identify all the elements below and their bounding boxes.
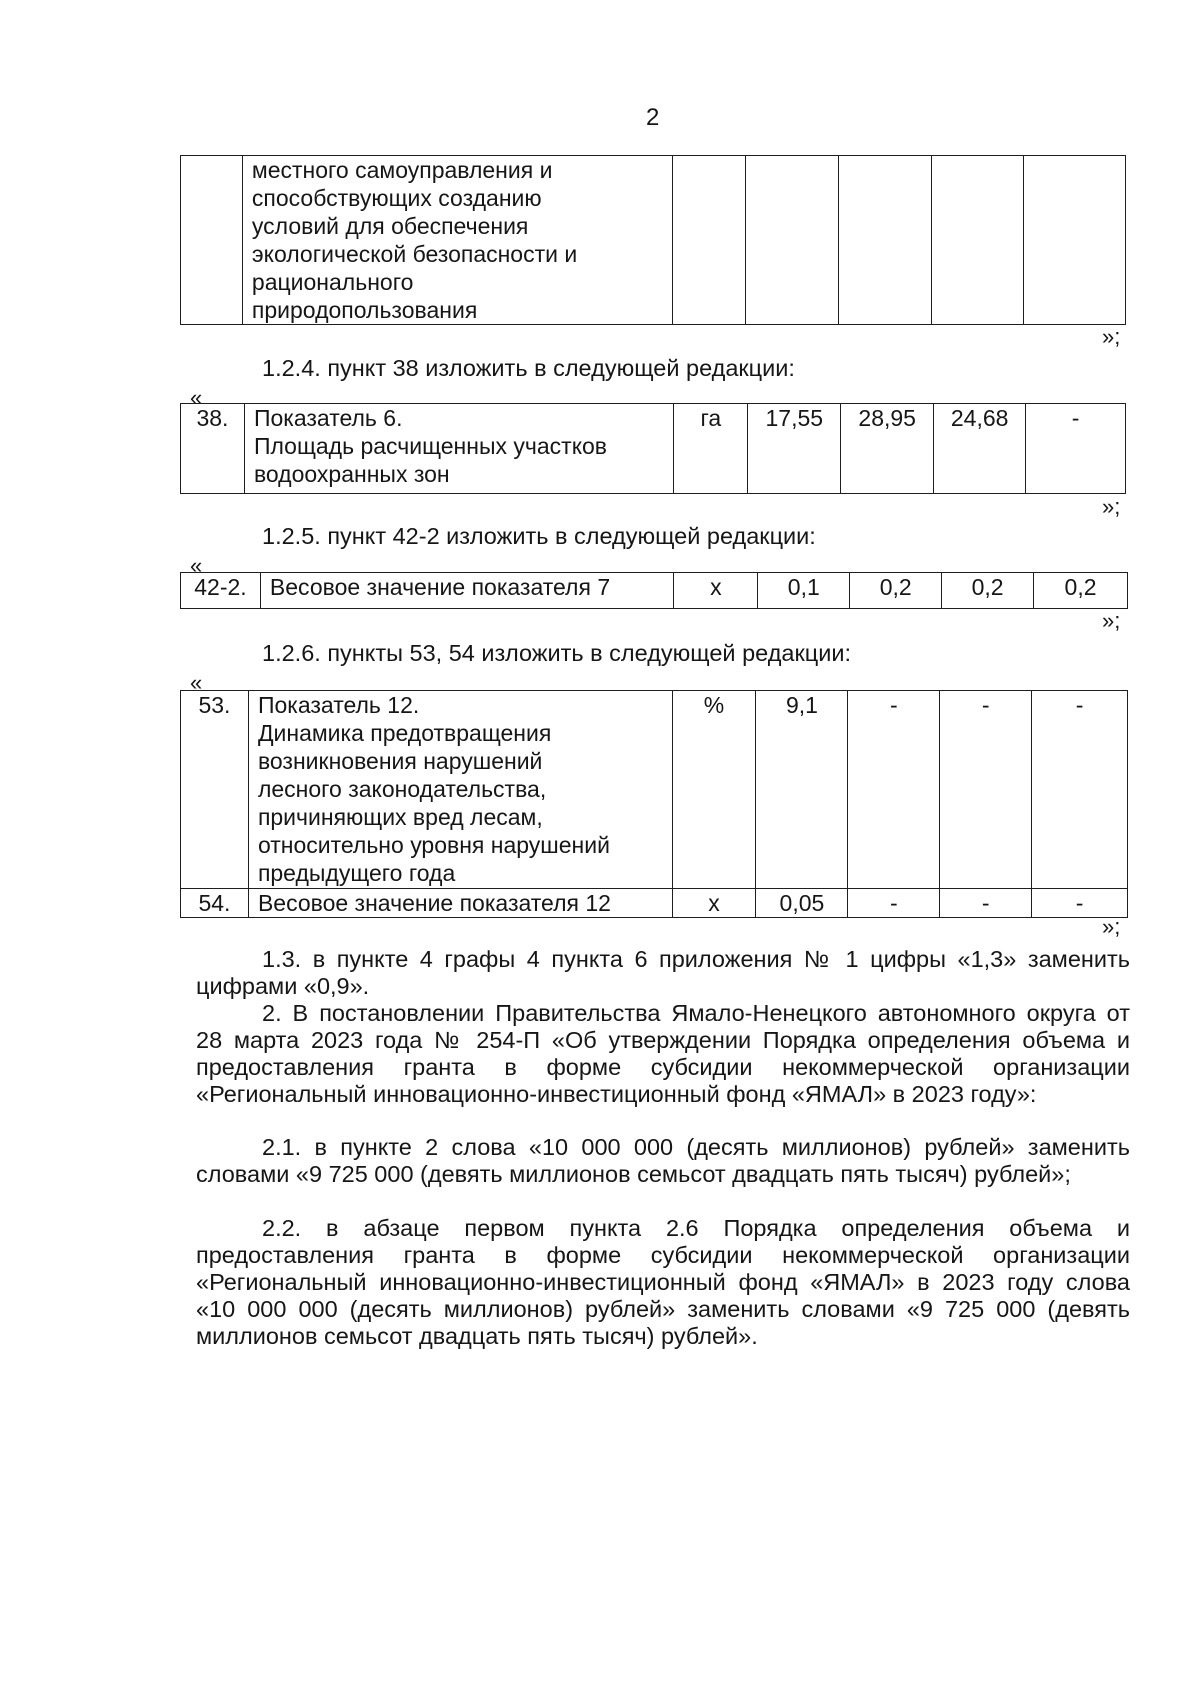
- row-name: Весовое значение показателя 12: [248, 889, 672, 918]
- value-cell: 0,2: [850, 573, 942, 609]
- paragraph-2-1: 2.1. в пункте 2 слова «10 000 000 (десять миллионов) рублей» заменить словами «9 725 000 (девять миллионов семьсот двадцать пять тысяч) рублей»;: [196, 1134, 1130, 1187]
- opening-quote: «: [190, 553, 203, 578]
- unit-cell: га: [674, 404, 748, 494]
- row-number: 42-2.: [181, 573, 261, 609]
- paragraph-2-2: 2.2. в абзаце первом пункта 2.6 Порядка определения объема и предоставления гранта в форме субсидии некоммерческой организации «Региональный инновационно-инвестиционный фонд «ЯМАЛ» в 2023 году слова «10 000 000 (десять миллионов) рублей» заменить словами «9 725 000 (девять миллионов семьсот двадцать пять тысяч) рублей».: [196, 1215, 1130, 1349]
- closing-quote: »;: [1102, 324, 1121, 349]
- unit-cell: x: [674, 573, 758, 609]
- value-cell: 0,2: [942, 573, 1034, 609]
- value-cell: 17,55: [748, 404, 841, 494]
- value-cell: 28,95: [841, 404, 934, 494]
- value-cell: -: [1032, 691, 1128, 889]
- cell-line: местного самоуправления и: [251, 157, 553, 183]
- value-cell: -: [1026, 404, 1126, 494]
- value-cell: 0,2: [1034, 573, 1128, 609]
- unit-cell: %: [672, 691, 756, 889]
- table-row: [181, 404, 1126, 494]
- value-cell: -: [940, 691, 1032, 889]
- value-cell: 0,1: [758, 573, 850, 609]
- cell-line: условий для обеспечения: [251, 213, 529, 239]
- row-number: 38.: [181, 404, 245, 494]
- cell-line: рационального: [251, 269, 414, 295]
- cell-line: способствующих созданию: [251, 185, 542, 211]
- cell-line: возникновения нарушений: [257, 748, 543, 774]
- value-cell: 0,05: [756, 889, 848, 918]
- cell-line: водоохранных зон: [253, 461, 450, 487]
- table-row: [181, 889, 1128, 918]
- closing-quote: »;: [1102, 494, 1121, 519]
- continued-table: [180, 155, 1126, 325]
- value-cell: 24,68: [934, 404, 1026, 494]
- value-cell: -: [848, 889, 940, 918]
- row-name: Весовое значение показателя 7: [260, 573, 674, 609]
- unit-cell: x: [672, 889, 756, 918]
- cell-line: Площадь расчищенных участков: [253, 433, 608, 459]
- table-item-38: [180, 403, 1126, 494]
- value-cell: -: [1032, 889, 1128, 918]
- table-row: [181, 691, 1128, 889]
- table-items-53-54: [180, 690, 1128, 918]
- cell-line: предыдущего года: [257, 860, 456, 886]
- cell-line: Динамика предотвращения: [257, 720, 552, 746]
- item-1-2-5-heading: 1.2.5. пункт 42-2 изложить в следующей редакции:: [262, 523, 816, 549]
- paragraph-2: 2. В постановлении Правительства Ямало-Ненецкого автономного округа от 28 марта 2023 года № 254-П «Об утверждении Порядка определения объема и предоставления гранта в форме субсидии некоммерческой организации «Региональный инновационно-инвестиционный фонд «ЯМАЛ» в 2023 году»:: [196, 1000, 1130, 1107]
- cell-line: причиняющих вред лесам,: [257, 804, 543, 830]
- opening-quote: «: [190, 385, 203, 410]
- closing-quote: »;: [1102, 608, 1121, 633]
- value-cell: -: [940, 889, 1032, 918]
- cell-line: экологической безопасности и: [251, 241, 578, 267]
- item-1-2-4-heading: 1.2.4. пункт 38 изложить в следующей редакции:: [262, 355, 795, 381]
- page-number: 2: [646, 104, 660, 131]
- table-row: [181, 156, 1126, 325]
- cell-line: Показатель 12.: [257, 692, 420, 718]
- opening-quote: «: [190, 670, 203, 695]
- table-item-42-2: [180, 572, 1128, 609]
- cell-line: Показатель 6.: [253, 405, 403, 431]
- value-cell: 9,1: [756, 691, 848, 889]
- cell-line: относительно уровня нарушений: [257, 832, 610, 858]
- row-number: 54.: [181, 889, 249, 918]
- closing-quote: »;: [1102, 914, 1121, 939]
- paragraph-1-3: 1.3. в пункте 4 графы 4 пункта 6 приложения № 1 цифры «1,3» заменить цифрами «0,9».: [196, 946, 1130, 999]
- cell-line: лесного законодательства,: [257, 776, 547, 802]
- cell-line: природопользования: [251, 297, 478, 323]
- item-1-2-6-heading: 1.2.6. пункты 53, 54 изложить в следующей редакции:: [262, 640, 852, 666]
- table-row: [181, 573, 1128, 609]
- value-cell: -: [848, 691, 940, 889]
- row-number: 53.: [181, 691, 249, 889]
